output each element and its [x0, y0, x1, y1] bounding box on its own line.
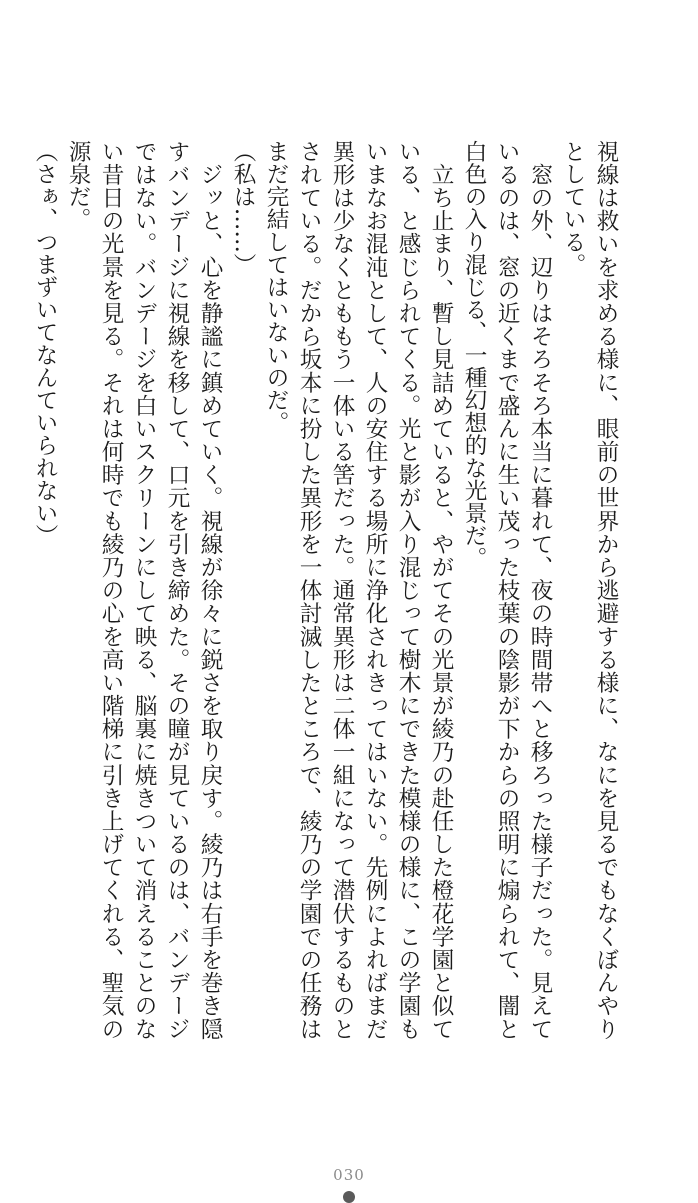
page-number: 030 — [333, 1166, 365, 1184]
body-text — [32, 140, 622, 1040]
page-indicator-dot — [343, 1191, 355, 1203]
paragraph: 立ち止まり、暫し見詰めていると、やがてその光景が綾乃の赴任した橙花学園と似ている、と感じられてくる。光と影が入り混じって樹木にできた模様の様に、この学園もいまなお混沌として、人の安住する場所に浄化されきってはいない。先例によればまだ異形は少なくとももう一体いる筈だった。通常異形は二体一組になって潜伏するものとされている。だから坂本に扮した異形を一体討滅したところで、綾乃の学園での任務はまだ完結してはいないのだ。 — [263, 140, 454, 1040]
paragraph: （さぁ、つまずいてなんていられない） — [32, 140, 58, 547]
paragraph: （私は……） — [230, 140, 256, 276]
paragraph: 視線は救いを求める様に、眼前の世界から逃避する様に、なにを見るでもなくぼんやりとしている。 — [560, 140, 619, 1040]
paragraph: ジッと、心を静謐に鎮めていく。視線が徐々に鋭さを取り戻す。綾乃は右手を巻き隠すバンデージに視線を移して、口元を引き締めた。その瞳が見ているのは、バンデージではない。バンデージを白いスクリーンにして映る、脳裏に焼きついて消えることのない昔日の光景を見る。それは何時でも綾乃の心を高い階梯に引き上げてくれる、聖気の源泉だ。 — [65, 140, 223, 1040]
paragraph: 窓の外、辺りはそろそろ本当に暮れて、夜の時間帯へと移ろった様子だった。見えているのは、窓の近くまで盛んに生い茂った枝葉の陰影が下からの照明に煽られて、闇と白色の入り混じる、一種幻想的な光景だ。 — [461, 140, 553, 1040]
